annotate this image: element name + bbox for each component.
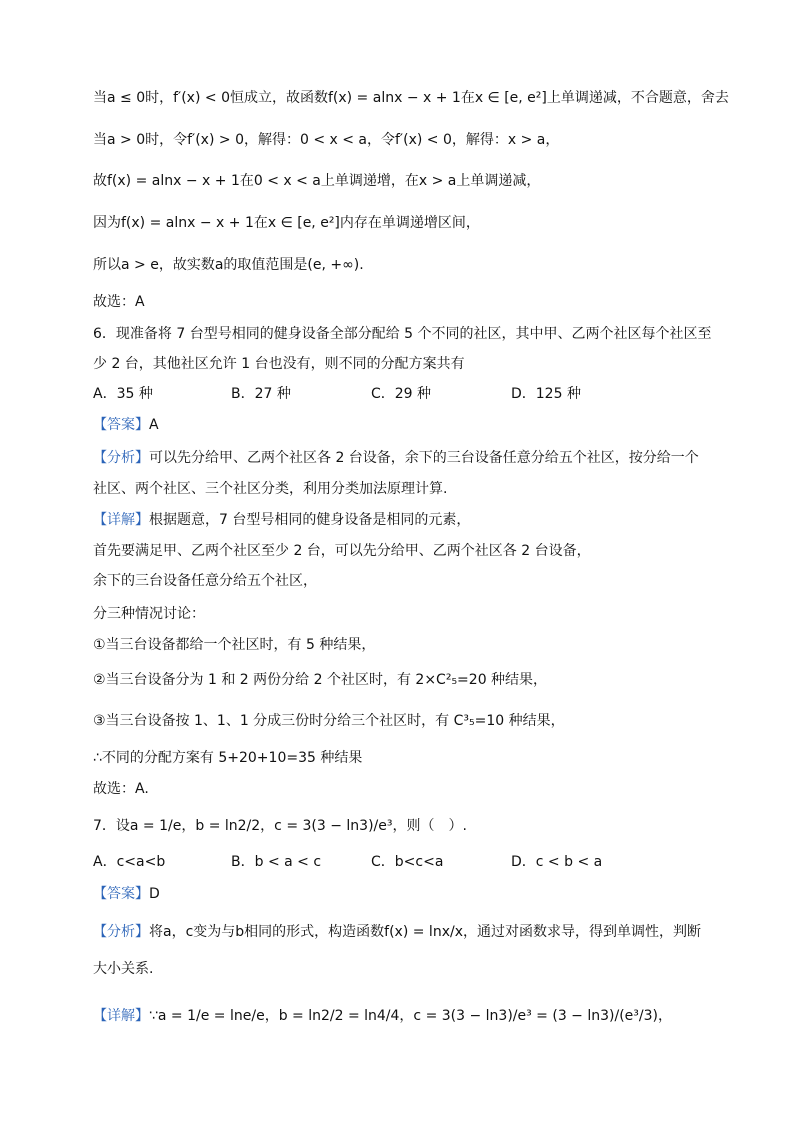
line-monotonic: 故f(x) = alnx − x + 1在0 < x < a上单调递增，在x > a上单调递减， — [93, 173, 541, 189]
detail-6-line5: ①当三台设备都给一个社区时，有 5 种结果， — [93, 637, 376, 653]
line-range: 所以a > e，故实数a的取值范围是(e, +∞). — [93, 257, 364, 273]
detail-text: 根据题意，7 台型号相同的健身设备是相同的元素， — [149, 512, 471, 528]
detail-6-line1 — [93, 510, 470, 530]
detail-tag: 【详解】 — [93, 1008, 149, 1024]
analysis-tag: 【分析】 — [93, 924, 149, 940]
answer-value: D — [149, 886, 160, 902]
detail-6-line6: ②当三台设备分为 1 和 2 两份分给 2 个社区时，有 2×C²₅=20 种结果， — [93, 672, 548, 688]
answer-tag: 【答案】 — [93, 886, 149, 902]
detail-tag: 【详解】 — [93, 512, 149, 528]
analysis-text: 将a，c变为与b相同的形式，构造函数f(x) = lnx/x，通过对函数求导，得到单调性，判断 — [149, 924, 701, 940]
detail-7 — [93, 1006, 672, 1026]
detail-6-line2: 首先要满足甲、乙两个社区至少 2 台，可以先分给甲、乙两个社区各 2 台设备， — [93, 543, 591, 559]
line-choose-a: 故选：A — [93, 294, 145, 310]
line-case-a-positive: 当a > 0时，令f′(x) > 0，解得：0 < x < a，令f′(x) < 0，解得：x > a， — [93, 132, 560, 148]
option-a: A．35 种 — [93, 386, 153, 402]
analysis-7-line1 — [93, 922, 701, 942]
line-because: 因为f(x) = alnx − x + 1在x ∈ [e, e²]内存在单调递增区间， — [93, 215, 480, 231]
option-a: A．c<a<b — [93, 854, 166, 870]
analysis-7-line2: 大小关系. — [93, 961, 154, 977]
analysis-6-line2: 社区、两个社区、三个社区分类，利用分类加法原理计算. — [93, 481, 448, 497]
option-d: D．125 种 — [511, 386, 581, 402]
question-7-options — [93, 852, 602, 872]
question-6-line1: 6．现准备将 7 台型号相同的健身设备全部分配给 5 个不同的社区，其中甲、乙两个社区每个社区至 — [93, 326, 712, 342]
option-b: B．27 种 — [231, 386, 291, 402]
detail-6-line9: 故选：A. — [93, 781, 149, 797]
detail-6-line3: 余下的三台设备任意分给五个社区， — [93, 573, 317, 589]
question-7: 7．设a = 1/e，b = ln2/2，c = 3(3 − ln3)/e³，则（ ）. — [93, 818, 467, 834]
detail-6-line4: 分三种情况讨论： — [93, 606, 205, 622]
option-d: D．c < b < a — [511, 854, 603, 870]
analysis-tag: 【分析】 — [93, 450, 149, 466]
option-b: B．b < a < c — [231, 854, 322, 870]
analysis-text: 可以先分给甲、乙两个社区各 2 台设备，余下的三台设备任意分给五个社区，按分给一个 — [149, 450, 699, 466]
detail-6-line7: ③当三台设备按 1、1、1 分成三份时分给三个社区时，有 C³₅=10 种结果， — [93, 713, 565, 729]
detail-6-line8: ∴不同的分配方案有 5+20+10=35 种结果 — [93, 750, 363, 766]
question-6-line2: 少 2 台，其他社区允许 1 台也没有，则不同的分配方案共有 — [93, 356, 465, 372]
detail-text: ∵a = 1/e = lne/e，b = ln2/2 = ln4/4，c = 3(3 − ln3)/e³ = (3 − ln3)/(e³/3)， — [149, 1008, 672, 1024]
line-case-a-nonpositive: 当a ≤ 0时，f′(x) < 0恒成立，故函数f(x) = alnx − x + 1在x ∈ [e, e²]上单调递减，不合题意，舍去 — [93, 90, 729, 106]
answer-6 — [93, 415, 159, 435]
answer-7 — [93, 884, 160, 904]
question-6-options — [93, 384, 581, 404]
answer-tag: 【答案】 — [93, 417, 149, 433]
analysis-6-line1 — [93, 448, 699, 468]
answer-value: A — [149, 417, 159, 433]
option-c: C．b<c<a — [371, 854, 444, 870]
option-c: C．29 种 — [371, 386, 432, 402]
